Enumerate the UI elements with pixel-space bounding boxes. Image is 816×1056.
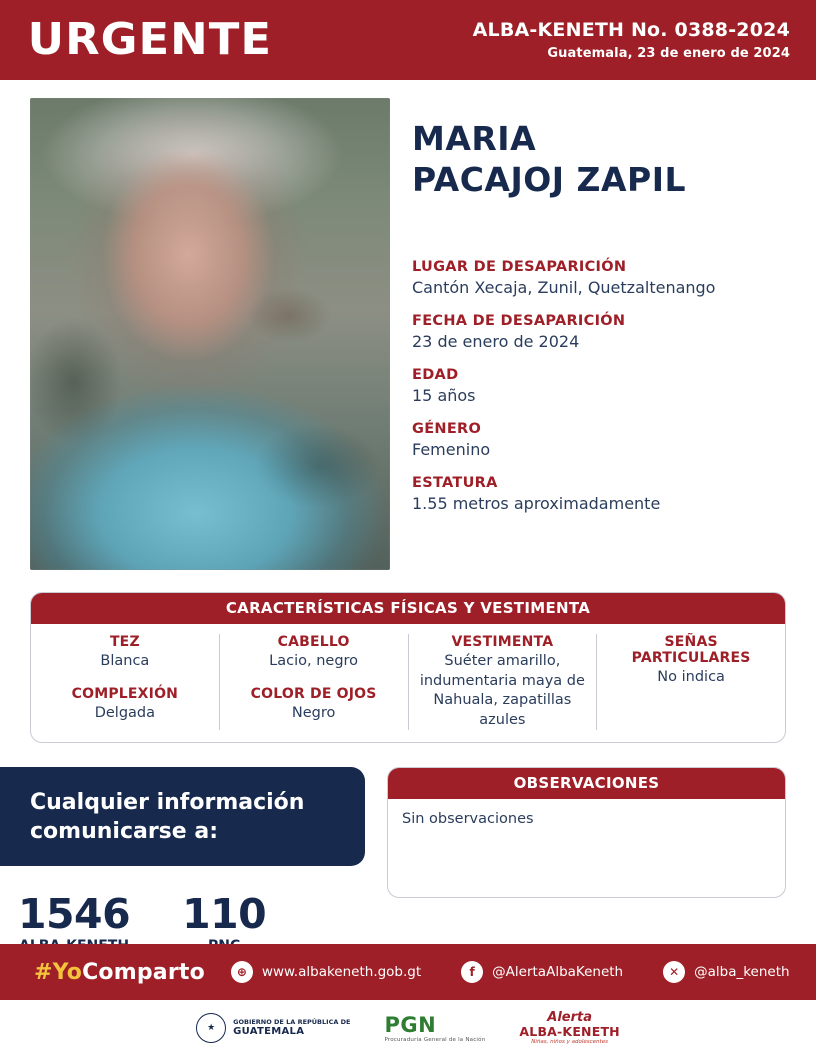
social-facebook[interactable] (461, 961, 623, 983)
x-twitter-icon: ✕ (663, 961, 685, 983)
urgente-title: URGENTE (27, 14, 273, 65)
characteristics-column-tez (31, 634, 220, 730)
char-label-color-de-ojos: COLOR DE OJOS (250, 685, 377, 702)
logo-pgn (384, 1013, 485, 1043)
globe-icon: ⊕ (231, 961, 253, 983)
logo-pgn-subtitle: Procuraduría General de la Nación (384, 1037, 486, 1043)
char-value-vestimenta: Suéter amarillo, indumentaria maya de Nahuala, zapatillas azules (419, 653, 585, 728)
contact-number-pnc-value: 110 (182, 890, 267, 939)
logo-gobierno-small: GOBIERNO DE LA REPÚBLICA DE (233, 1017, 351, 1026)
characteristics-column-vestimenta (409, 634, 598, 730)
logo-gobierno-big: GUATEMALA (233, 1025, 305, 1037)
person-info (412, 98, 788, 570)
field-label-estatura: ESTATURA (412, 474, 498, 491)
hashtag-comparto: Comparto (82, 959, 205, 985)
social-website-text: www.albakeneth.gob.gt (261, 964, 422, 980)
char-label-senas-particulares: SEÑAS PARTICULARES (631, 634, 751, 666)
facebook-icon: f (461, 961, 483, 983)
characteristics-panel (30, 592, 786, 743)
char-value-tez: Blanca (100, 653, 150, 669)
field-label-fecha: FECHA DE DESAPARICIÓN (412, 312, 626, 329)
logo-pgn-title: PGN (384, 1013, 437, 1037)
field-label-edad: EDAD (412, 366, 459, 383)
main-section (0, 80, 816, 570)
person-first-name: MARIA (412, 119, 537, 158)
contact-box (0, 767, 365, 866)
footer-bar (0, 944, 816, 1000)
logo-alerta-alba-keneth (519, 1011, 619, 1045)
characteristics-column-senas (597, 634, 785, 730)
field-edad (412, 367, 788, 405)
contact-title: Cualquier información comunicarse a: (30, 790, 305, 844)
logo-alerta-tagline: Niñas, niños y adolescentes (531, 1039, 608, 1045)
field-genero (412, 421, 788, 459)
photo-image (30, 98, 390, 570)
poster-header (0, 0, 816, 80)
field-label-lugar: LUGAR DE DESAPARICIÓN (412, 258, 627, 275)
field-lugar (412, 259, 788, 297)
observations-panel (387, 767, 786, 898)
char-value-senas-particulares: No indica (657, 669, 725, 685)
char-label-cabello: CABELLO (277, 634, 350, 650)
contact-number-alba-value: 1546 (18, 890, 131, 939)
hashtag-yocomparto (34, 960, 205, 985)
header-right-block (473, 19, 790, 61)
social-facebook-text: @AlertaAlbaKeneth (492, 964, 624, 980)
logo-pgn-text (384, 1013, 485, 1043)
field-fecha (412, 313, 788, 351)
observations-title: OBSERVACIONES (388, 768, 785, 799)
char-label-complexion: COMPLEXIÓN (71, 685, 179, 702)
field-estatura (412, 475, 788, 513)
logo-gobierno-text (233, 1018, 350, 1039)
field-value-lugar: Cantón Xecaja, Zunil, Quetzaltenango (412, 277, 716, 297)
field-value-fecha: 23 de enero de 2024 (412, 331, 580, 351)
logo-gobierno (196, 1013, 350, 1043)
person-last-name: PACAJOJ ZAPIL (412, 160, 687, 200)
char-value-color-de-ojos: Negro (291, 704, 336, 721)
field-label-genero: GÉNERO (412, 420, 482, 437)
char-label-tez: TEZ (109, 634, 140, 650)
contact-column (0, 767, 365, 954)
page-title (412, 118, 788, 201)
characteristics-title: CARACTERÍSTICAS FÍSICAS Y VESTIMENTA (31, 593, 785, 624)
hashtag-yo: #Yo (34, 959, 83, 985)
logo-strip (0, 1000, 816, 1056)
logo-alerta-text (519, 1011, 619, 1045)
missing-person-photo (30, 98, 390, 570)
social-x-twitter[interactable] (663, 961, 789, 983)
char-value-cabello: Lacio, negro (269, 653, 359, 669)
issue-place-date: Guatemala, 23 de enero de 2024 (547, 46, 790, 61)
char-value-complexion: Delgada (94, 704, 156, 721)
lower-section (0, 767, 816, 954)
logo-alerta-word: Alerta (547, 1009, 592, 1025)
social-x-twitter-text: @alba_keneth (694, 964, 790, 980)
logo-alerta-ak: ALBA-KENETH (519, 1024, 620, 1040)
guatemala-seal-icon: ★ (196, 1013, 226, 1043)
field-value-edad: 15 años (412, 385, 476, 405)
field-value-genero: Femenino (412, 439, 491, 459)
char-label-vestimenta: VESTIMENTA (451, 634, 554, 650)
social-website[interactable] (231, 961, 421, 983)
field-value-estatura: 1.55 metros aproximadamente (412, 493, 661, 513)
observations-text: Sin observaciones (402, 811, 534, 828)
alba-keneth-number: ALBA-KENETH No. 0388-2024 (472, 19, 790, 41)
characteristics-body (31, 624, 785, 742)
characteristics-column-cabello (220, 634, 409, 730)
